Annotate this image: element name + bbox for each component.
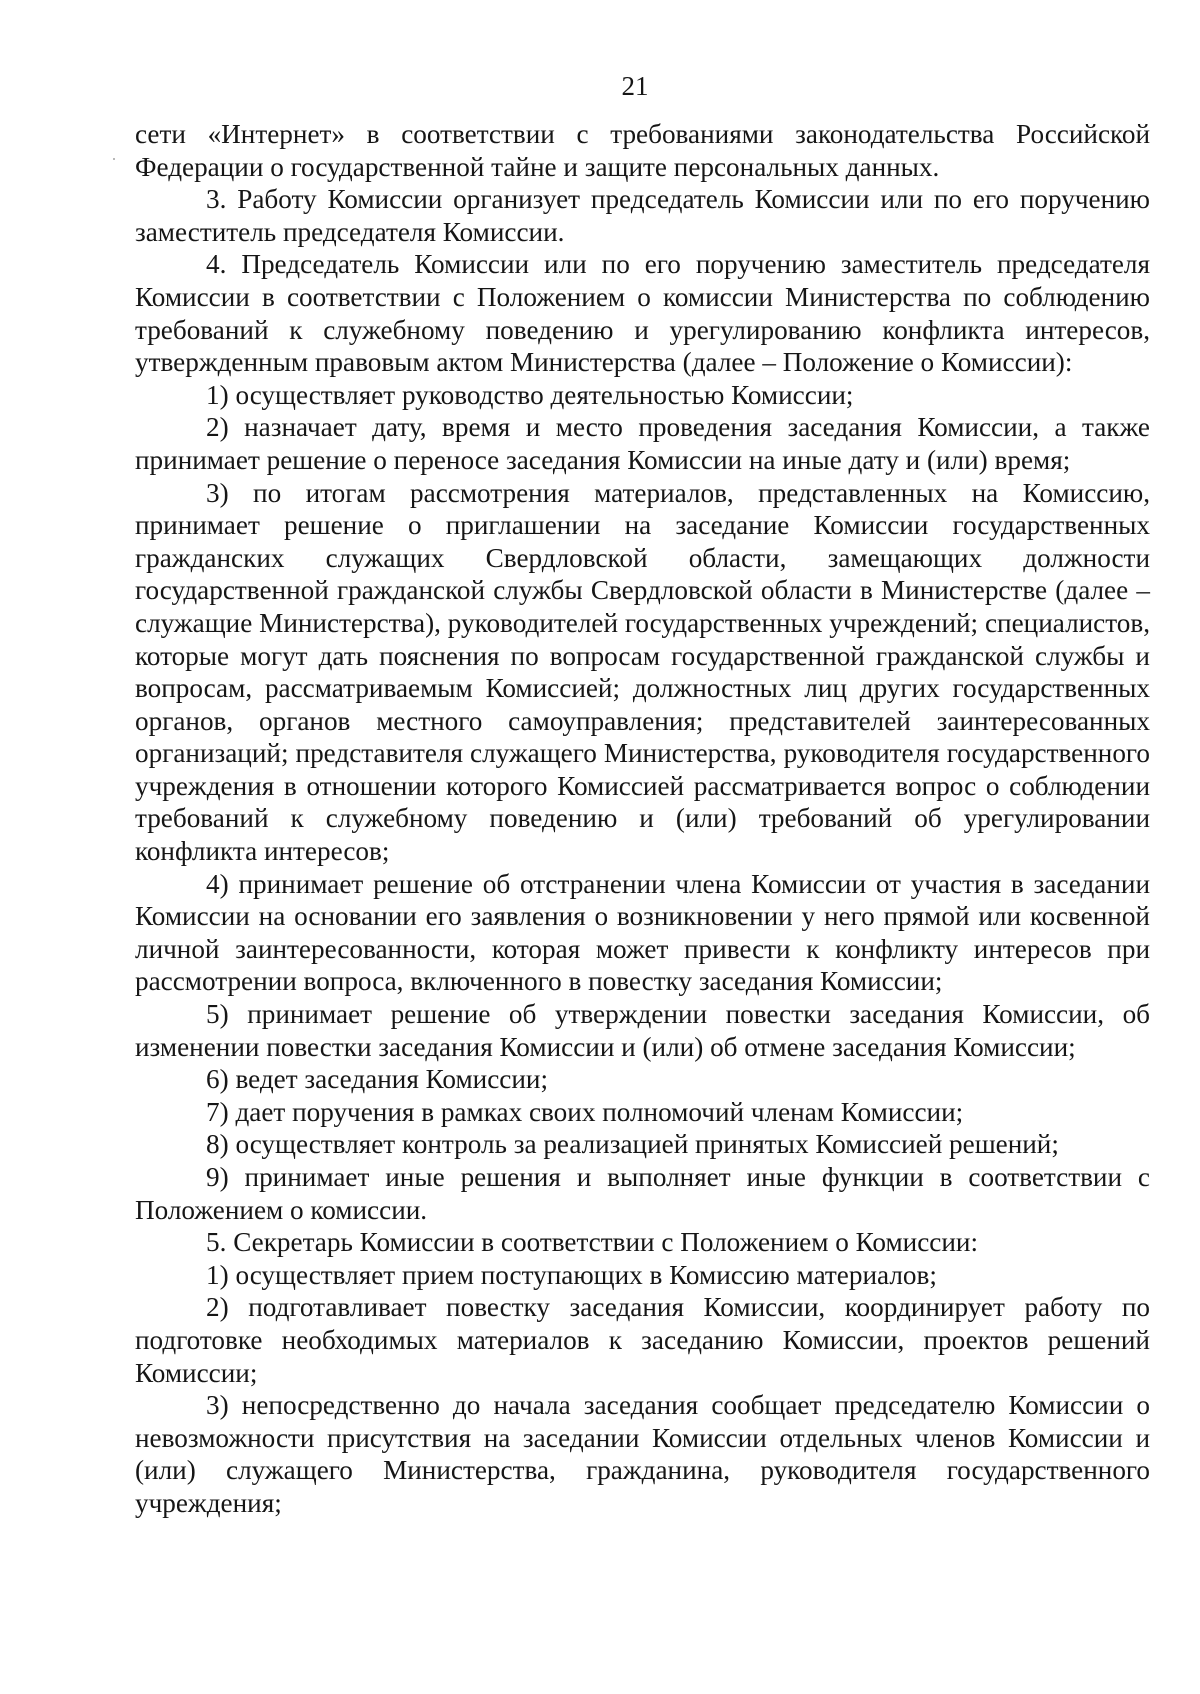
subitem-5-2: 2) подготавливает повестку заседания Комиссии, координирует работу по подготовке необходимых материалов к заседанию Комиссии, проектов решений Комиссии; xyxy=(135,1292,1150,1388)
subitem-4-1: 1) осуществляет руководство деятельностью Комиссии; xyxy=(206,379,854,410)
subitem-5-1: 1) осуществляет прием поступающих в Комиссию материалов; xyxy=(206,1259,937,1290)
document-body xyxy=(135,118,1150,1520)
paragraph-item-5: 5. Секретарь Комиссии в соответствии с Положением о Комиссии: xyxy=(206,1227,979,1258)
page-number: 21 xyxy=(621,71,649,101)
subitem-4-5: 5) принимает решение об утверждении повестки заседания Комиссии, об изменении повестки заседания Комиссии и (или) об отмене заседания Комиссии; xyxy=(135,999,1150,1062)
scan-speck xyxy=(113,158,115,160)
subitem-5-3: 3) непосредственно до начала заседания сообщает председателю Комиссии о невозможности присутствия на заседании Комиссии отдельных членов Комиссии и (или) служащего Министерства, гражданина, руководителя государственного учреждения; xyxy=(135,1390,1150,1518)
subitem-4-7: 7) дает поручения в рамках своих полномочий членам Комиссии; xyxy=(206,1096,964,1127)
subitem-4-2: 2) назначает дату, время и место проведения заседания Комиссии, а также принимает решение о переносе заседания Комиссии на иные дату и (или) время; xyxy=(135,412,1150,475)
subitem-4-8: 8) осуществляет контроль за реализацией принятых Комиссией решений; xyxy=(206,1129,1059,1160)
paragraph-continuation: сети «Интернет» в соответствии с требованиями законодательства Российской Федерации о государственной тайне и защите персональных данных. xyxy=(135,119,1150,182)
subitem-4-6: 6) ведет заседания Комиссии; xyxy=(206,1064,549,1095)
paragraph-item-3: 3. Работу Комиссии организует председатель Комиссии или по его поручению заместитель председателя Комиссии. xyxy=(135,184,1150,247)
subitem-4-3: 3) по итогам рассмотрения материалов, представленных на Комиссию, принимает решение о приглашении на заседание Комиссии государственных гражданских служащих Свердловской области, замещающих должности государственной гражданской службы Свердловской области в Министерстве (далее – служащие Министерства), руководителей государственных учреждений; специалистов, которые могут дать пояснения по вопросам государственной гражданской службы и вопросам, рассматриваемым Комиссией; должностных лиц других государственных органов, органов местного самоуправления; представителей заинтересованных организаций; представителя служащего Министерства, руководителя государственного учреждения в отношении которого Комиссией рассматривается вопрос о соблюдении требований к служебному поведению и (или) требований об урегулировании конфликта интересов; xyxy=(135,477,1150,867)
subitem-4-9: 9) принимает иные решения и выполняет иные функции в соответствии с Положением о комиссии. xyxy=(135,1162,1150,1225)
subitem-4-4: 4) принимает решение об отстранении члена Комиссии от участия в заседании Комиссии на основании его заявления о возникновении у него прямой или косвенной личной заинтересованности, которая может привести к конфликту интересов при рассмотрении вопроса, включенного в повестку заседания Комиссии; xyxy=(135,868,1150,997)
paragraph-item-4: 4. Председатель Комиссии или по его поручению заместитель председателя Комиссии в соответствии с Положением о комиссии Министерства по соблюдению требований к служебному поведению и урегулированию конфликта интересов, утвержденным правовым актом Министерства (далее – Положение о Комиссии): xyxy=(135,249,1150,378)
